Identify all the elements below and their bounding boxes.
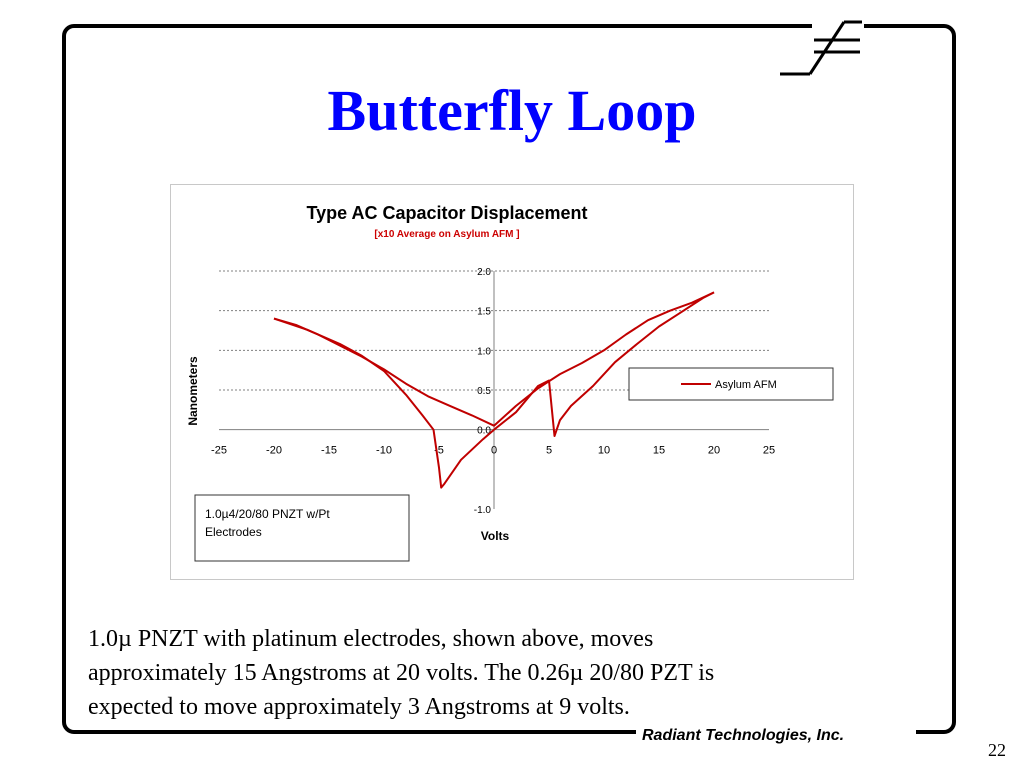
x-tick-label: 25 [762,444,776,457]
capacitor-logo-icon [774,14,864,84]
x-tick-label: 0 [490,444,498,457]
body-text [88,622,938,724]
chart-title: Type AC Capacitor Displacement [306,203,588,223]
x-tick-label: -10 [376,444,392,457]
annotation-box [195,495,409,561]
x-tick-label: -20 [266,444,282,457]
legend-entry-label: Asylum AFM [715,379,777,391]
x-axis-label: Volts [480,529,510,543]
x-tick-label: 15 [652,444,666,457]
legend [629,368,833,400]
x-tick-label: 20 [707,444,721,457]
annotation-line-2: Electrodes [205,525,262,539]
slide-title: Butterfly Loop [327,78,697,143]
butterfly-chart [171,185,855,581]
y-axis-label: Nanometers [186,356,200,426]
x-tick-label: 5 [545,444,553,457]
page-number: 22 [988,740,1006,760]
y-tick-label: -1.0 [473,505,491,516]
y-tick-label: 2.0 [477,267,491,278]
body-line-2: approximately 15 Angstroms at 20 volts. The 0.26µ 20/80 PZT is [88,660,715,686]
y-tick-label: 1.5 [477,306,491,318]
annotation-line-1: 1.0µ4/20/80 PNZT w/Pt [205,507,330,521]
chart-container [170,184,854,580]
x-tick-label: -25 [211,444,227,457]
x-tick-label: -15 [321,444,337,457]
y-tick-label: 0.0 [477,425,491,437]
y-tick-label: 1.0 [477,346,491,358]
company-name: Radiant Technologies, Inc. [642,727,845,744]
x-tick-label: -5 [434,444,444,457]
body-line-3: expected to move approximately 3 Angstroms at 9 volts. [88,694,630,720]
body-line-1: 1.0µ PNZT with platinum electrodes, shown above, moves [88,626,654,652]
chart-subtitle: [x10 Average on Asylum AFM ] [374,229,520,240]
y-tick-label: 0.5 [477,386,491,397]
x-tick-label: 10 [597,444,611,457]
